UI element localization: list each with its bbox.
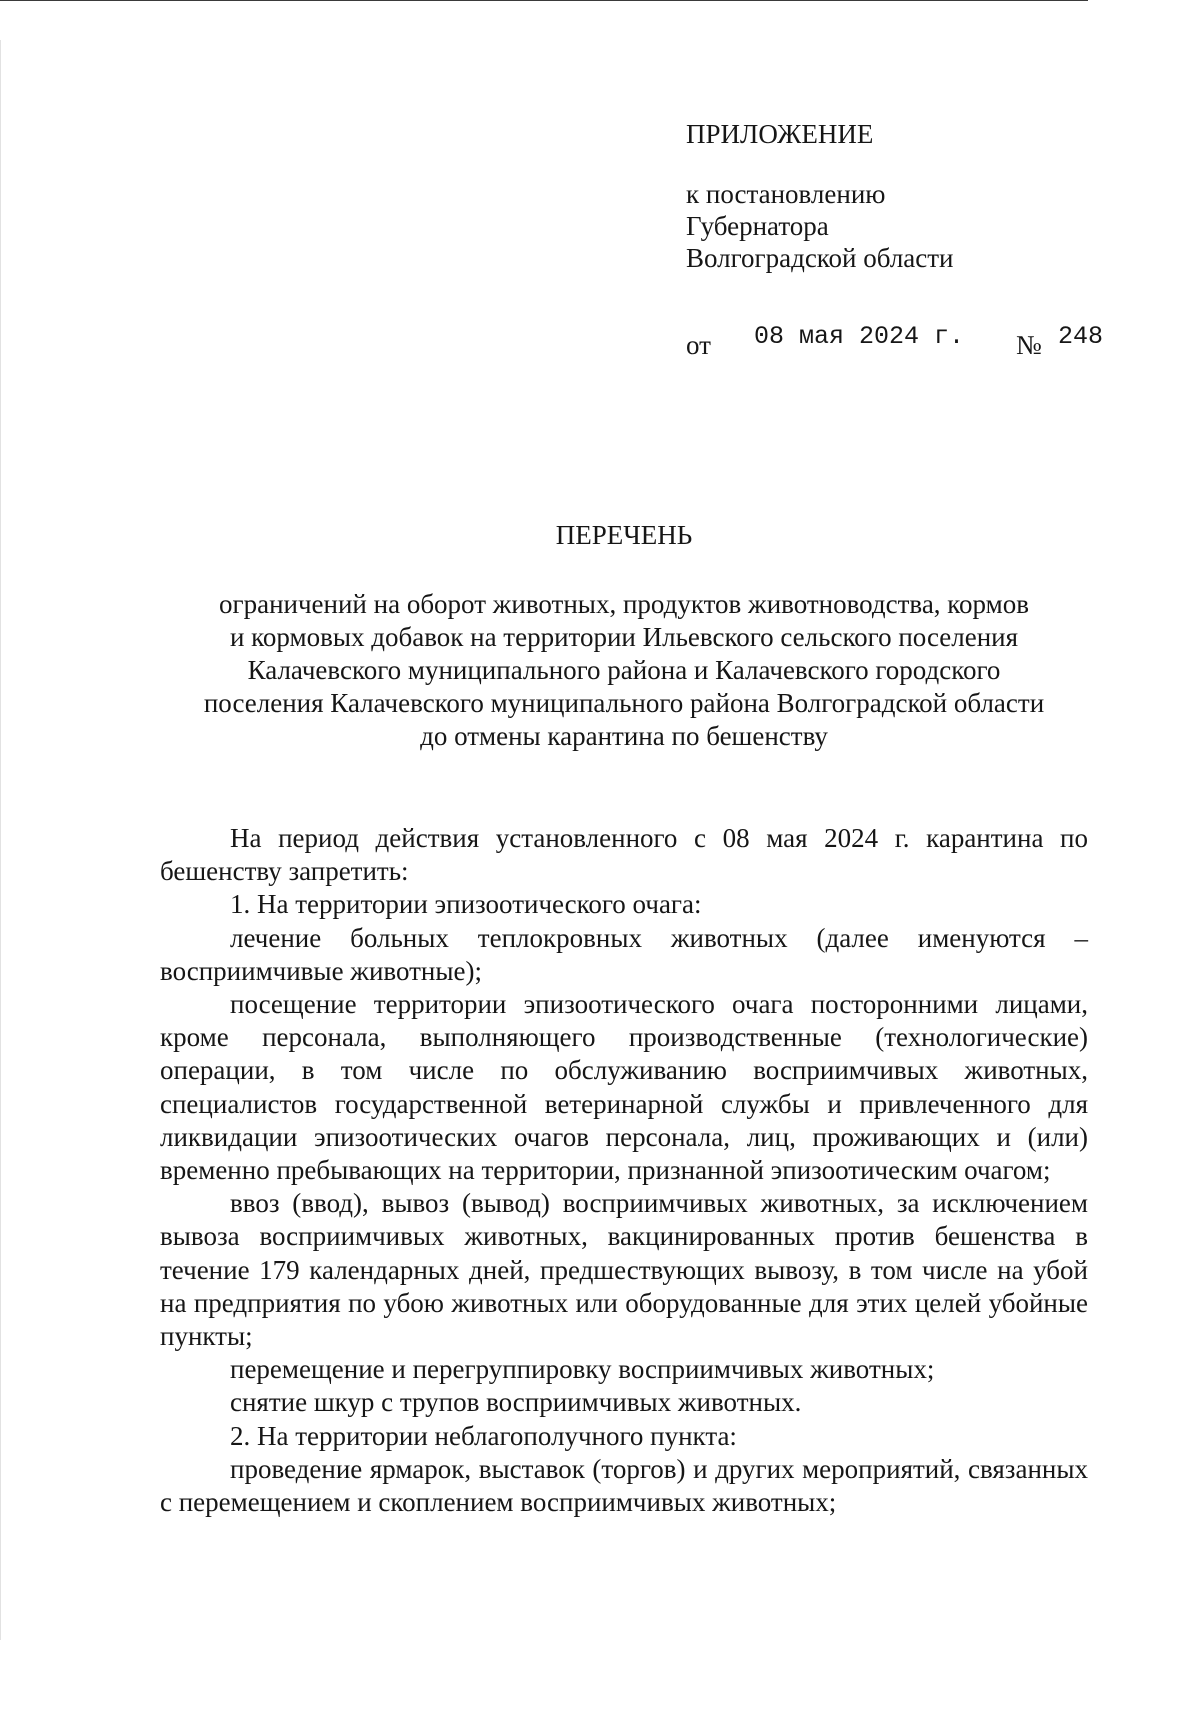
document-title: ПЕРЕЧЕНЬ bbox=[555, 520, 693, 550]
paragraph: снятие шкур с трупов восприимчивых животных. bbox=[230, 1387, 802, 1418]
subtitle-line: и кормовых добавок на территории Ильевского сельского поселения bbox=[229, 622, 1019, 652]
appendix-line: Губернатора bbox=[686, 211, 829, 241]
document-date: 08 мая 2024 г. bbox=[754, 322, 965, 351]
scan-edge-left bbox=[0, 40, 1, 1640]
paragraph: посещение территории эпизоотического очага посторонними лицами, кроме персонала, выполняющего производственные (технологические) операции, в том числе по обслуживанию восприимчивых животных, специалистов государственной ветеринарной службы и привлеченного для ликвидации эпизоотических очагов персонала, лиц, проживающих и (или) временно пребывающих на территории, признанной эпизоотическим очагом; bbox=[160, 989, 1088, 1186]
subtitle-line: до отмены карантина по бешенству bbox=[420, 721, 828, 751]
paragraph: перемещение и перегруппировку восприимчивых животных; bbox=[230, 1354, 935, 1385]
document-body bbox=[160, 822, 1088, 1519]
scan-edge-top bbox=[0, 0, 1088, 1]
subtitle-line: ограничений на оборот животных, продуктов животноводства, кормов bbox=[219, 589, 1029, 619]
appendix-line: Волгоградской области bbox=[686, 243, 954, 273]
paragraph: проведение ярмарок, выставок (торгов) и других мероприятий, связанных с перемещением и скоплением восприимчивых животных; bbox=[160, 1453, 1088, 1518]
appendix-line: к постановлению bbox=[686, 179, 886, 209]
document-number: 248 bbox=[1058, 322, 1104, 351]
paragraph: ввоз (ввод), вывоз (вывод) восприимчивых животных, за исключением вывоза восприимчивых животных, вакцинированных против бешенства в течение 179 календарных дней, предшествующих вывозу, в том числе на убой на предприятия по убою животных или оборудованные для этих целей убойные пункты; bbox=[160, 1188, 1088, 1352]
number-sign: № bbox=[1016, 330, 1042, 360]
paragraph: На период действия установленного с 08 мая 2024 г. карантина по бешенству запретить: bbox=[160, 823, 1088, 887]
paragraph: 1. На территории эпизоотического очага: bbox=[230, 889, 702, 920]
date-prefix: от bbox=[686, 330, 711, 360]
document-subtitle bbox=[150, 588, 1098, 753]
subtitle-line: поселения Калачевского муниципального района Волгоградской области bbox=[203, 688, 1045, 718]
paragraph: 2. На территории неблагополучного пункта: bbox=[230, 1420, 737, 1451]
appendix-block bbox=[686, 118, 954, 274]
paragraph: лечение больных теплокровных животных (далее именуются – восприимчивые животные); bbox=[160, 922, 1088, 986]
appendix-title: ПРИЛОЖЕНИЕ bbox=[686, 119, 874, 149]
appendix-date-line bbox=[686, 322, 1106, 362]
subtitle-line: Калачевского муниципального района и Калачевского городского bbox=[247, 655, 1001, 685]
